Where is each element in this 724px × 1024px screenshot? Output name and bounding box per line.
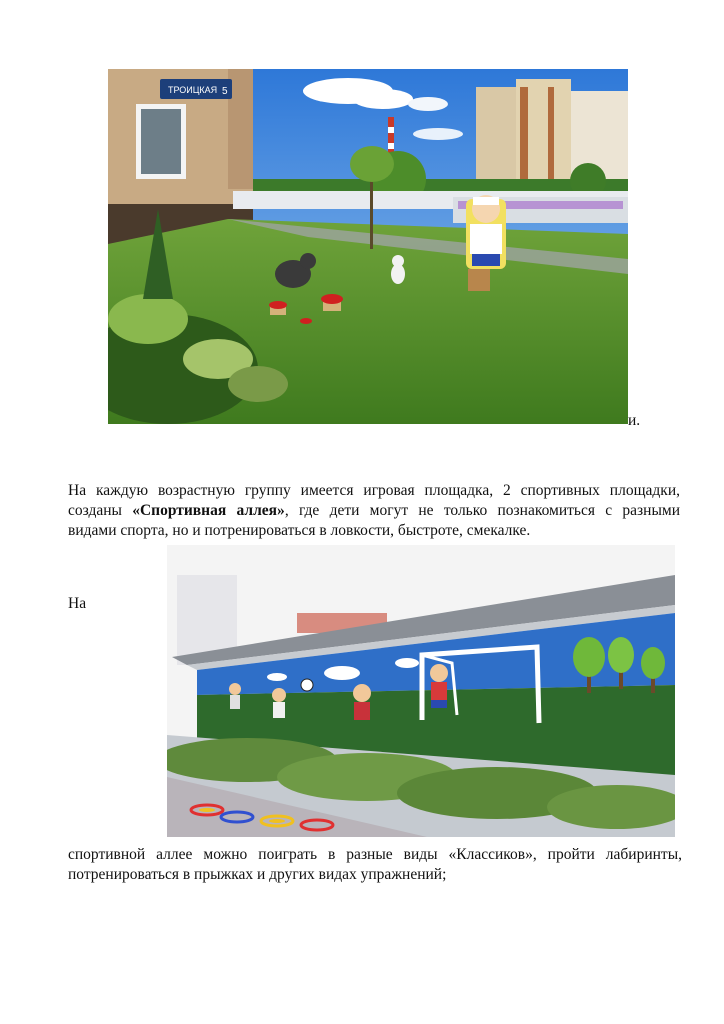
caption-suffix: и. (628, 412, 641, 429)
paragraph1-line3: видами спорта, но и потренироваться в ловкости, быстроте, смекалке. (68, 522, 531, 539)
sports-alley-name: «Спортивная аллея» (132, 502, 285, 519)
paragraph1-line2-pre: созданы (68, 502, 133, 519)
paragraph2-line1: спортивной аллее можно поиграть в разные виды «Классиков», пройти лабиринты, (68, 846, 682, 863)
sports-alley-photo (167, 545, 675, 837)
paragraph1-line2-post: , где дети могут не только познакомиться с разными (284, 502, 680, 519)
street-sign-text: ТРОИЦКАЯ (168, 85, 218, 95)
na-label: На (68, 595, 87, 612)
paragraph-sports-alley (68, 845, 682, 885)
paragraph1-line2 (68, 501, 680, 521)
paragraph-playgrounds (68, 481, 680, 541)
playground-photo (108, 69, 628, 424)
house-number: 5 (222, 86, 228, 97)
paragraph2-line2: потренироваться в прыжках и других видах упражнений; (68, 866, 447, 883)
paragraph1-line1: На каждую возрастную группу имеется игровая площадка, 2 спортивных площадки, (68, 482, 680, 499)
